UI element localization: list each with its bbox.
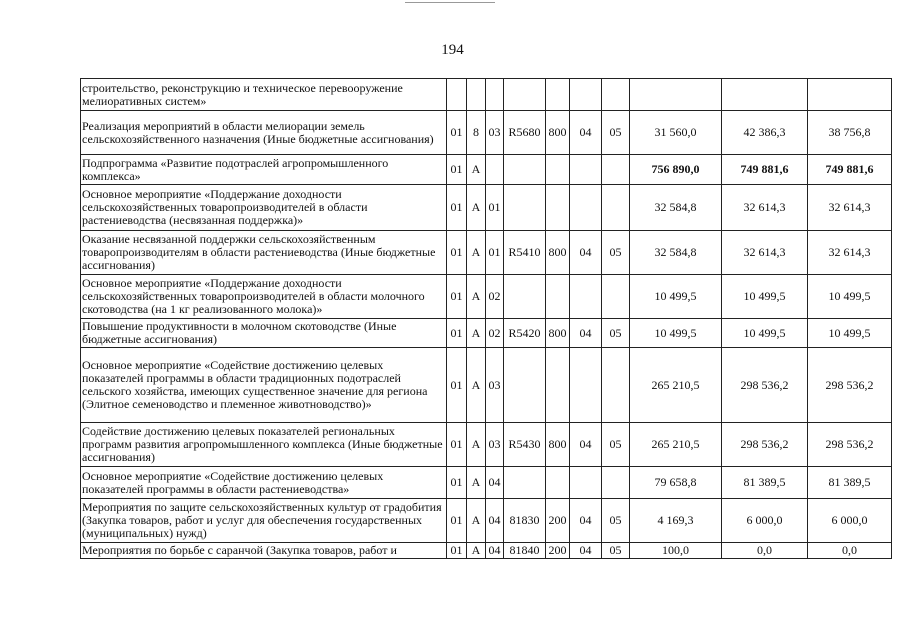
code-program-cell: 01 bbox=[447, 155, 467, 185]
section-cell: 04 bbox=[570, 423, 602, 467]
row-name-cell: Основное мероприятие «Поддержание доходности сельскохозяйственных товаропроизводителей в области молочного скотоводства (на 1 кг реализованного молока)» bbox=[81, 275, 447, 319]
code-direction-cell bbox=[504, 185, 546, 231]
table-row bbox=[81, 499, 892, 543]
code-subprogram-cell bbox=[467, 79, 486, 111]
subsection-cell: 05 bbox=[602, 111, 630, 155]
amount-year2-cell: 42 386,3 bbox=[722, 111, 808, 155]
amount-year1-cell: 32 584,8 bbox=[630, 185, 722, 231]
code-subprogram-cell: А bbox=[467, 231, 486, 275]
table-row bbox=[81, 111, 892, 155]
amount-year2-cell: 0,0 bbox=[722, 543, 808, 559]
code-program-cell: 01 bbox=[447, 543, 467, 559]
subsection-cell: 05 bbox=[602, 543, 630, 559]
subsection-cell bbox=[602, 79, 630, 111]
subsection-cell: 05 bbox=[602, 319, 630, 348]
amount-year2-cell: 298 536,2 bbox=[722, 348, 808, 423]
code-subprogram-cell: А bbox=[467, 499, 486, 543]
header-rule bbox=[405, 2, 495, 3]
code-measure-cell: 03 bbox=[486, 348, 504, 423]
subsection-cell bbox=[602, 155, 630, 185]
row-name-cell: Основное мероприятие «Содействие достижению целевых показателей программы в области растениеводства» bbox=[81, 467, 447, 499]
row-name-cell: Реализация мероприятий в области мелиорации земель сельскохозяйственного назначения (Иные бюджетные ассигнования) bbox=[81, 111, 447, 155]
code-program-cell: 01 bbox=[447, 275, 467, 319]
amount-year2-cell: 32 614,3 bbox=[722, 231, 808, 275]
amount-year3-cell: 749 881,6 bbox=[808, 155, 892, 185]
code-measure-cell: 02 bbox=[486, 275, 504, 319]
subsection-cell bbox=[602, 467, 630, 499]
subsection-cell bbox=[602, 185, 630, 231]
code-subprogram-cell: А bbox=[467, 275, 486, 319]
code-subprogram-cell: 8 bbox=[467, 111, 486, 155]
amount-year1-cell bbox=[630, 79, 722, 111]
amount-year1-cell: 31 560,0 bbox=[630, 111, 722, 155]
code-direction-cell: 81830 bbox=[504, 499, 546, 543]
section-cell: 04 bbox=[570, 111, 602, 155]
code-measure-cell: 01 bbox=[486, 185, 504, 231]
row-name-cell: Мероприятия по защите сельскохозяйственных культур от градобития (Закупка товаров, работ и услуг для обеспечения государственных (муниципальных) нужд) bbox=[81, 499, 447, 543]
code-direction-cell: 81840 bbox=[504, 543, 546, 559]
code-program-cell: 01 bbox=[447, 111, 467, 155]
amount-year3-cell: 32 614,3 bbox=[808, 231, 892, 275]
expense-type-cell bbox=[546, 348, 570, 423]
row-name-cell: Содействие достижению целевых показателей региональных программ развития агропромышленного комплекса (Иные бюджетные ассигнования) bbox=[81, 423, 447, 467]
row-name-cell: Подпрограмма «Развитие подотраслей агропромышленного комплекса» bbox=[81, 155, 447, 185]
amount-year3-cell bbox=[808, 79, 892, 111]
amount-year1-cell: 10 499,5 bbox=[630, 275, 722, 319]
amount-year3-cell: 32 614,3 bbox=[808, 185, 892, 231]
section-cell bbox=[570, 155, 602, 185]
section-cell bbox=[570, 275, 602, 319]
table-row bbox=[81, 543, 892, 559]
table-row bbox=[81, 231, 892, 275]
amount-year2-cell: 6 000,0 bbox=[722, 499, 808, 543]
amount-year3-cell: 298 536,2 bbox=[808, 423, 892, 467]
row-name-cell: Основное мероприятие «Поддержание доходности сельскохозяйственных товаропроизводителей в области растениеводства (несвязанная поддержка)» bbox=[81, 185, 447, 231]
section-cell: 04 bbox=[570, 231, 602, 275]
amount-year3-cell: 81 389,5 bbox=[808, 467, 892, 499]
budget-table bbox=[80, 78, 892, 559]
expense-type-cell: 800 bbox=[546, 111, 570, 155]
code-measure-cell: 04 bbox=[486, 543, 504, 559]
code-direction-cell: R5430 bbox=[504, 423, 546, 467]
code-program-cell: 01 bbox=[447, 348, 467, 423]
section-cell: 04 bbox=[570, 319, 602, 348]
code-program-cell: 01 bbox=[447, 467, 467, 499]
code-subprogram-cell: А bbox=[467, 185, 486, 231]
row-name-cell: Мероприятия по борьбе с саранчой (Закупка товаров, работ и bbox=[81, 543, 447, 559]
code-measure-cell bbox=[486, 79, 504, 111]
subsection-cell bbox=[602, 348, 630, 423]
expense-type-cell: 800 bbox=[546, 423, 570, 467]
code-subprogram-cell: А bbox=[467, 543, 486, 559]
code-program-cell bbox=[447, 79, 467, 111]
amount-year2-cell: 749 881,6 bbox=[722, 155, 808, 185]
code-subprogram-cell: А bbox=[467, 319, 486, 348]
code-program-cell: 01 bbox=[447, 499, 467, 543]
amount-year2-cell bbox=[722, 79, 808, 111]
amount-year2-cell: 81 389,5 bbox=[722, 467, 808, 499]
expense-type-cell bbox=[546, 79, 570, 111]
row-name-cell: Оказание несвязанной поддержки сельскохозяйственным товаропроизводителям в области растениеводства (Иные бюджетные ассигнования) bbox=[81, 231, 447, 275]
expense-type-cell bbox=[546, 185, 570, 231]
table-row bbox=[81, 79, 892, 111]
expense-type-cell: 200 bbox=[546, 543, 570, 559]
amount-year1-cell: 756 890,0 bbox=[630, 155, 722, 185]
code-direction-cell bbox=[504, 155, 546, 185]
code-measure-cell: 03 bbox=[486, 423, 504, 467]
expense-type-cell bbox=[546, 467, 570, 499]
code-direction-cell: R5680 bbox=[504, 111, 546, 155]
table-row bbox=[81, 185, 892, 231]
amount-year1-cell: 100,0 bbox=[630, 543, 722, 559]
code-direction-cell: R5420 bbox=[504, 319, 546, 348]
expense-type-cell bbox=[546, 275, 570, 319]
code-program-cell: 01 bbox=[447, 423, 467, 467]
code-measure-cell: 01 bbox=[486, 231, 504, 275]
expense-type-cell: 800 bbox=[546, 231, 570, 275]
code-program-cell: 01 bbox=[447, 319, 467, 348]
subsection-cell bbox=[602, 275, 630, 319]
subsection-cell: 05 bbox=[602, 423, 630, 467]
amount-year3-cell: 10 499,5 bbox=[808, 275, 892, 319]
amount-year3-cell: 6 000,0 bbox=[808, 499, 892, 543]
code-subprogram-cell: А bbox=[467, 348, 486, 423]
section-cell bbox=[570, 467, 602, 499]
code-direction-cell bbox=[504, 79, 546, 111]
code-direction-cell bbox=[504, 275, 546, 319]
expense-type-cell: 800 bbox=[546, 319, 570, 348]
amount-year2-cell: 32 614,3 bbox=[722, 185, 808, 231]
code-measure-cell: 02 bbox=[486, 319, 504, 348]
section-cell: 04 bbox=[570, 543, 602, 559]
code-direction-cell: R5410 bbox=[504, 231, 546, 275]
amount-year1-cell: 32 584,8 bbox=[630, 231, 722, 275]
code-measure-cell bbox=[486, 155, 504, 185]
code-measure-cell: 03 bbox=[486, 111, 504, 155]
amount-year2-cell: 298 536,2 bbox=[722, 423, 808, 467]
row-name-cell: Повышение продуктивности в молочном скотоводстве (Иные бюджетные ассигнования) bbox=[81, 319, 447, 348]
amount-year3-cell: 0,0 bbox=[808, 543, 892, 559]
code-measure-cell: 04 bbox=[486, 499, 504, 543]
code-subprogram-cell: А bbox=[467, 423, 486, 467]
section-cell bbox=[570, 348, 602, 423]
code-program-cell: 01 bbox=[447, 185, 467, 231]
expense-type-cell: 200 bbox=[546, 499, 570, 543]
expense-type-cell bbox=[546, 155, 570, 185]
code-direction-cell bbox=[504, 348, 546, 423]
code-subprogram-cell: А bbox=[467, 155, 486, 185]
code-subprogram-cell: А bbox=[467, 467, 486, 499]
table-row bbox=[81, 275, 892, 319]
row-name-cell: строительство, реконструкцию и техническое перевооружение мелиоративных систем» bbox=[81, 79, 447, 111]
table-row bbox=[81, 155, 892, 185]
amount-year3-cell: 298 536,2 bbox=[808, 348, 892, 423]
amount-year1-cell: 10 499,5 bbox=[630, 319, 722, 348]
amount-year3-cell: 10 499,5 bbox=[808, 319, 892, 348]
section-cell: 04 bbox=[570, 499, 602, 543]
amount-year1-cell: 4 169,3 bbox=[630, 499, 722, 543]
page-number: 194 bbox=[441, 42, 464, 58]
table-body bbox=[81, 79, 892, 559]
amount-year2-cell: 10 499,5 bbox=[722, 275, 808, 319]
subsection-cell: 05 bbox=[602, 231, 630, 275]
row-name-cell: Основное мероприятие «Содействие достижению целевых показателей программы в области традиционных подотраслей сельского хозяйства, имеющих существенное значение для региона (Элитное семеноводство и племенное животноводство)» bbox=[81, 348, 447, 423]
amount-year1-cell: 265 210,5 bbox=[630, 423, 722, 467]
amount-year1-cell: 79 658,8 bbox=[630, 467, 722, 499]
table-row bbox=[81, 319, 892, 348]
table-row bbox=[81, 348, 892, 423]
table-row bbox=[81, 467, 892, 499]
table-row bbox=[81, 423, 892, 467]
subsection-cell: 05 bbox=[602, 499, 630, 543]
amount-year2-cell: 10 499,5 bbox=[722, 319, 808, 348]
section-cell bbox=[570, 79, 602, 111]
code-program-cell: 01 bbox=[447, 231, 467, 275]
amount-year3-cell: 38 756,8 bbox=[808, 111, 892, 155]
code-measure-cell: 04 bbox=[486, 467, 504, 499]
amount-year1-cell: 265 210,5 bbox=[630, 348, 722, 423]
section-cell bbox=[570, 185, 602, 231]
code-direction-cell bbox=[504, 467, 546, 499]
